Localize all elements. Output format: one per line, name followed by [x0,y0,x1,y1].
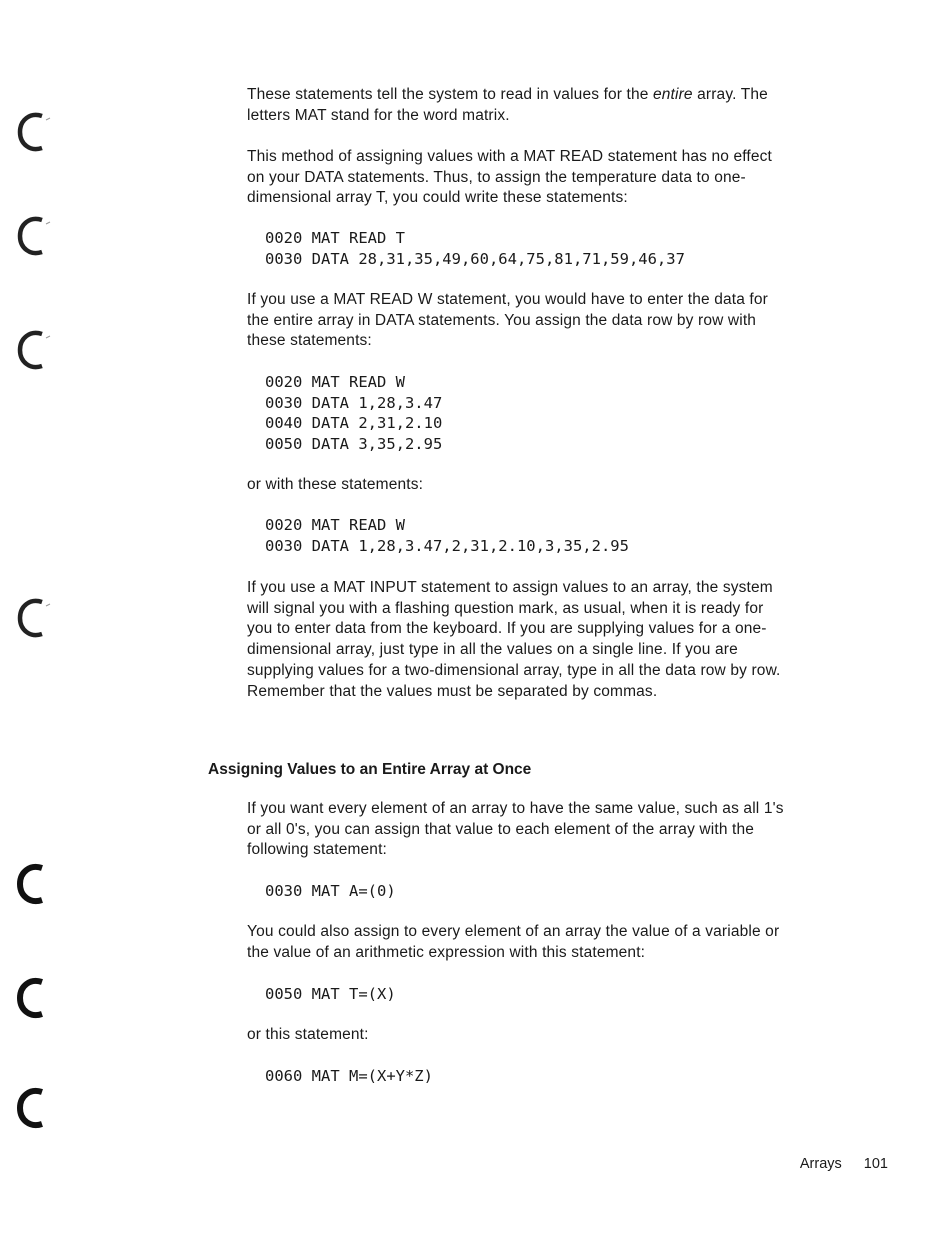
binder-hole-mark-icon [12,592,52,644]
binder-hole-mark-icon [12,972,52,1024]
paragraph-text: These statements tell the system to read in values for the [247,86,654,103]
paragraph-mat-read-w: If you use a MAT READ W statement, you would have to enter the data for the entire array in DATA statements. You assign the data row by row with these statements: [247,291,768,350]
paragraph-variable-value: You could also assign to every element of an array the value of a variable or the value of an arithmetic expression with this statement: [247,923,780,961]
footer-section-title: Arrays [799,1156,842,1172]
section-heading: Assigning Values to an Entire Array at Once [208,761,532,778]
paragraph-entire-array [247,85,792,126]
binder-hole-mark-icon [12,858,52,910]
paragraph-mat-input: If you use a MAT INPUT statement to assign values to an array, the system will signal you with a flashing question mark, as usual, when it is ready for you to enter data from the keyboard. If you are supplying values for a one-dimensional array, just type in all the values on a single line. If you are supplying values for a two-dimensional array, type in all the data row by row. Remember that the values must be separated by commas. [247,579,781,700]
paragraph-same-value: If you want every element of an array to have the same value, such as all 1's or all 0's, you can assign that value to each element of the array with the following statement: [247,800,784,859]
page-footer [800,1154,888,1175]
emphasis-text: entire [653,86,693,103]
code-block-single-data: 0020 MAT READ W 0030 DATA 1,28,3.47,2,31,2.10,3,35,2.95 [265,516,629,555]
code-block-mat-t: 0050 MAT T=(X) [265,985,396,1003]
binder-hole-mark-icon [12,1082,52,1134]
binder-hole-mark-icon [12,210,52,262]
code-block-mat-m: 0060 MAT M=(X+Y*Z) [265,1067,433,1085]
binder-hole-mark-icon [12,106,52,158]
binder-hole-mark-icon [12,324,52,376]
paragraph-or-this: or this statement: [247,1026,369,1043]
code-block-mat-read-t: 0020 MAT READ T 0030 DATA 28,31,35,49,60,64,75,81,71,59,46,37 [265,229,685,268]
code-block-row-by-row: 0020 MAT READ W 0030 DATA 1,28,3.47 0040 DATA 2,31,2.10 0050 DATA 3,35,2.95 [265,373,443,454]
paragraph-or-with: or with these statements: [247,476,424,493]
paragraph-mat-read-method: This method of assigning values with a MAT READ statement has no effect on your DATA statements. Thus, to assign the temperature data to one-dimensional array T, you could write these statements: [247,148,772,207]
code-block-mat-a: 0030 MAT A=(0) [265,882,396,900]
page-number: 101 [863,1156,888,1172]
paragraph-text: array. The letters MAT stand for the word matrix. [247,86,768,124]
